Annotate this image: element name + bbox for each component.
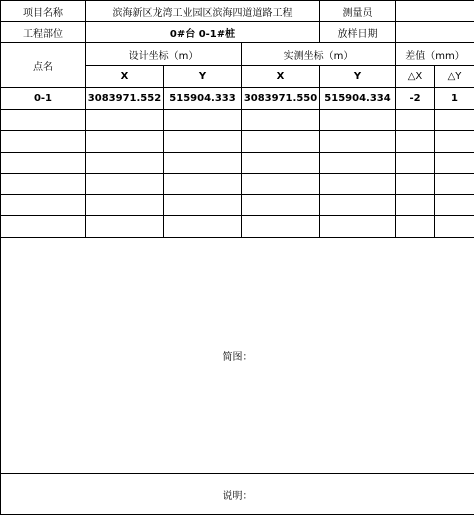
point-cell [1, 131, 86, 152]
measured-y-cell [320, 173, 396, 194]
dy-cell [435, 195, 474, 216]
dx-cell [396, 195, 435, 216]
measured-x-cell [242, 173, 320, 194]
layout-date-label: 放样日期 [320, 22, 396, 43]
design-x-cell: 3083971.552 [86, 87, 164, 109]
measured-y-cell [320, 216, 396, 237]
point-cell [1, 152, 86, 173]
measured-x-cell [242, 152, 320, 173]
dx-cell [396, 152, 435, 173]
measured-y-header: Y [320, 65, 396, 87]
table-row [1, 216, 474, 237]
point-cell [1, 110, 86, 131]
dx-cell: -2 [396, 87, 435, 109]
diff-header: 差值（mm） [396, 43, 474, 65]
design-y-header: Y [164, 65, 242, 87]
table-row [1, 110, 474, 131]
sketch-area [1, 237, 474, 474]
notes-area [1, 474, 474, 515]
dy-cell [435, 152, 474, 173]
point-name-header: 点名 [1, 43, 86, 88]
notes-row [1, 474, 474, 515]
design-y-cell [164, 131, 242, 152]
design-y-cell [164, 110, 242, 131]
dx-cell [396, 216, 435, 237]
measured-y-cell: 515904.334 [320, 87, 396, 109]
point-cell: 0-1 [1, 87, 86, 109]
design-y-cell [164, 195, 242, 216]
design-x-cell [86, 216, 164, 237]
measured-y-cell [320, 131, 396, 152]
part-value: 0#台 0-1#桩 [86, 22, 320, 43]
measured-x-cell [242, 195, 320, 216]
sketch-row [1, 237, 474, 474]
dy-cell: 1 [435, 87, 474, 109]
table-row [1, 173, 474, 194]
header-row-project [1, 1, 474, 22]
part-label: 工程部位 [1, 22, 86, 43]
notes-label: 说明： [222, 490, 253, 502]
point-cell [1, 195, 86, 216]
column-group-row [1, 43, 474, 65]
design-y-cell [164, 216, 242, 237]
measured-y-cell [320, 152, 396, 173]
dx-cell [396, 131, 435, 152]
measured-x-cell [242, 131, 320, 152]
header-row-part [1, 22, 474, 43]
design-x-cell [86, 195, 164, 216]
dx-cell [396, 173, 435, 194]
project-label: 项目名称 [1, 1, 86, 22]
surveyor-value [396, 1, 474, 22]
design-x-cell [86, 152, 164, 173]
dx-cell [396, 110, 435, 131]
table-row [1, 152, 474, 173]
design-x-cell [86, 173, 164, 194]
point-cell [1, 216, 86, 237]
dy-cell [435, 173, 474, 194]
design-x-header: X [86, 65, 164, 87]
design-coords-header: 设计坐标（m） [86, 43, 242, 65]
sketch-label: 简图： [222, 352, 253, 363]
design-y-cell [164, 173, 242, 194]
point-cell [1, 173, 86, 194]
dx-header: △X [396, 65, 435, 87]
measured-x-cell [242, 216, 320, 237]
surveyor-label: 测量员 [320, 1, 396, 22]
measured-x-header: X [242, 65, 320, 87]
measured-x-cell: 3083971.550 [242, 87, 320, 109]
measured-y-cell [320, 195, 396, 216]
table-row [1, 131, 474, 152]
dy-cell [435, 216, 474, 237]
table-row [1, 195, 474, 216]
design-x-cell [86, 131, 164, 152]
table-row [1, 87, 474, 109]
design-x-cell [86, 110, 164, 131]
measured-coords-header: 实测坐标（m） [242, 43, 396, 65]
layout-date-value [396, 22, 474, 43]
measured-x-cell [242, 110, 320, 131]
measured-y-cell [320, 110, 396, 131]
dy-cell [435, 110, 474, 131]
dy-header: △Y [435, 65, 474, 87]
dy-cell [435, 131, 474, 152]
project-value: 滨海新区龙湾工业园区滨海四道道路工程 [86, 1, 320, 22]
design-y-cell: 515904.333 [164, 87, 242, 109]
design-y-cell [164, 152, 242, 173]
